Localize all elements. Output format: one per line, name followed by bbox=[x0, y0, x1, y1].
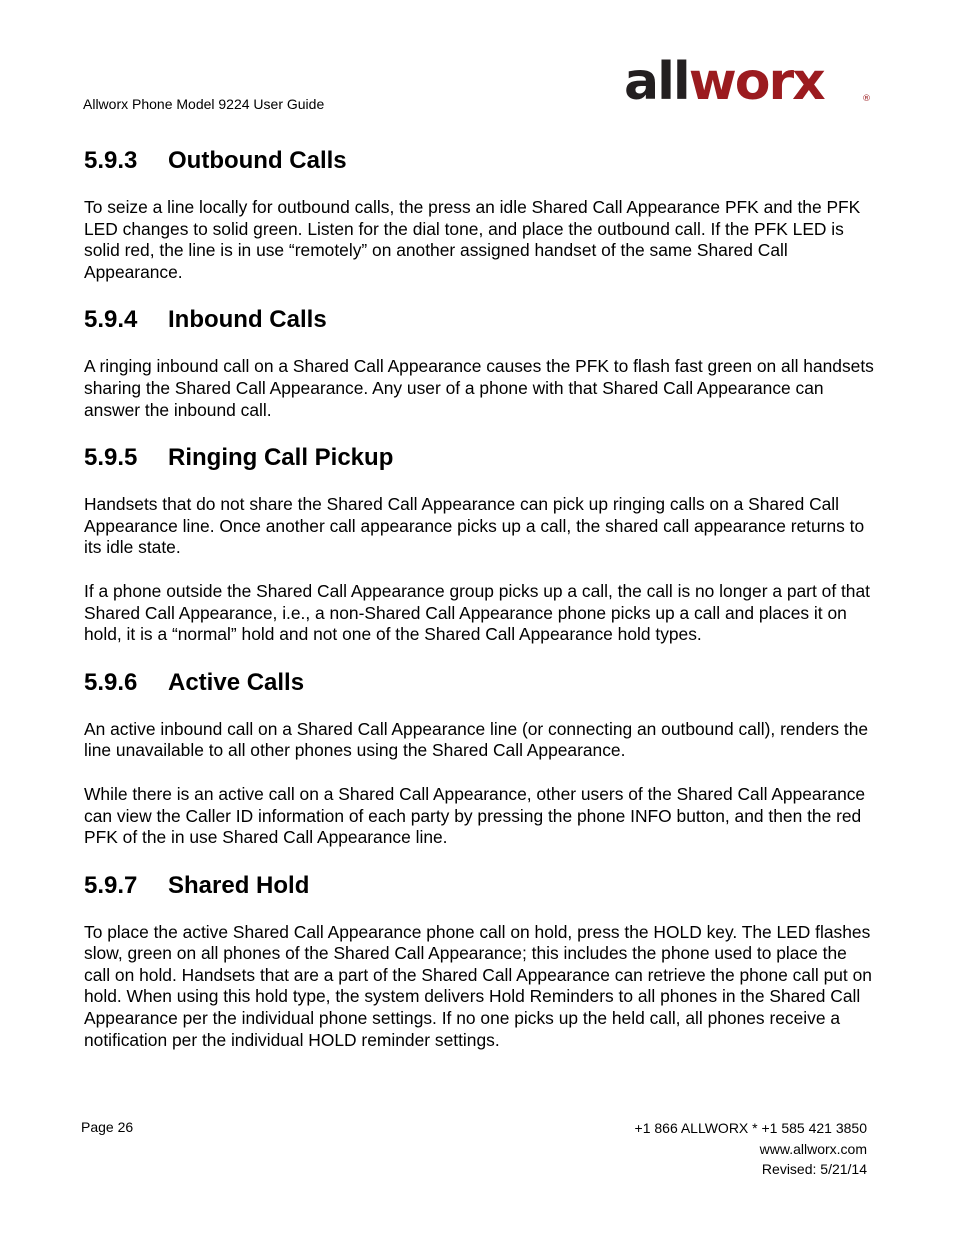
section-shared-hold bbox=[84, 871, 874, 1052]
paragraph: To seize a line locally for outbound calls, the press an idle Shared Call Appearance PFK and the PFK LED changes to solid green. Listen for the dial tone, and place the outbound call. If the PFK LED is solid red, the line is in use “remotely” on another assigned handset of the same Shared Call Appearance. bbox=[84, 197, 861, 282]
page-content bbox=[84, 146, 874, 1073]
section-inbound-calls bbox=[84, 305, 874, 421]
section-number: 5.9.6 bbox=[84, 668, 138, 696]
section-title: Ringing Call Pickup bbox=[168, 444, 394, 472]
footer-website: www.allworx.com bbox=[759, 1140, 867, 1157]
section-heading bbox=[84, 146, 874, 176]
paragraph: To place the active Shared Call Appearance phone call on hold, press the HOLD key. The LED flashes slow, green on all phones of the Shared Call Appearance; this includes the phone used to place the call on hold. Handsets that are a part of the Shared Call Appearance can retrieve the phone call put on hold. When using this hold type, the system delivers Hold Reminders to all phones in the Shared Call Appearance per the individual phone settings. If no one picks up the held call, all phones receive a notification per the individual HOLD reminder settings. bbox=[84, 921, 872, 1050]
section-outbound-calls bbox=[84, 146, 874, 283]
section-active-calls bbox=[84, 668, 874, 849]
section-title: Shared Hold bbox=[168, 871, 310, 899]
logo-text-all: all bbox=[624, 52, 689, 112]
logo-text-worx: worx bbox=[688, 52, 824, 112]
footer-contact bbox=[635, 1118, 867, 1180]
section-number: 5.9.7 bbox=[84, 871, 138, 899]
allworx-logo bbox=[624, 52, 874, 112]
section-title: Inbound Calls bbox=[168, 306, 327, 334]
section-heading bbox=[84, 871, 874, 901]
registered-mark: ® bbox=[862, 94, 871, 104]
section-number: 5.9.3 bbox=[84, 147, 138, 174]
section-ringing-call-pickup bbox=[84, 443, 874, 646]
paragraph: An active inbound call on a Shared Call Appearance line (or connecting an outbound call), renders the line unavailable to all other phones using the Shared Call Appearance. bbox=[84, 718, 869, 761]
section-heading bbox=[84, 443, 874, 473]
paragraph: Handsets that do not share the Shared Call Appearance can pick up ringing calls on a Shared Call Appearance line. Once another call appearance picks up a call, the shared call appearance returns to its idle state. bbox=[84, 494, 865, 558]
footer-phone: +1 866 ALLWORX * +1 585 421 3850 bbox=[634, 1120, 867, 1136]
paragraph: If a phone outside the Shared Call Appearance group picks up a call, the call is no longer a part of that Shared Call Appearance, i.e., a non-Shared Call Appearance phone picks up a call and places it on hold, it is a “normal” hold and not one of the Shared Call Appearance hold types. bbox=[84, 580, 870, 645]
section-number: 5.9.5 bbox=[84, 444, 138, 472]
paragraph: While there is an active call on a Shared Call Appearance, other users of the Shared Call Appearance can view the Caller ID information of each party by pressing the phone INFO button, and then the red PFK of the in use Shared Call Appearance line. bbox=[84, 783, 866, 848]
paragraph: A ringing inbound call on a Shared Call Appearance causes the PFK to flash fast green on all handsets sharing the Shared Call Appearance. Any user of a phone with that Shared Call Appearance can answer the inbound call. bbox=[84, 356, 874, 420]
section-heading bbox=[84, 668, 874, 698]
page-number: Page 26 bbox=[81, 1119, 134, 1135]
document-header-title: Allworx Phone Model 9224 User Guide bbox=[83, 96, 325, 112]
section-title: Active Calls bbox=[168, 668, 305, 696]
section-heading bbox=[84, 305, 874, 335]
footer-revised: Revised: 5/21/14 bbox=[761, 1161, 867, 1177]
section-title: Outbound Calls bbox=[168, 147, 347, 174]
section-number: 5.9.4 bbox=[84, 306, 138, 334]
